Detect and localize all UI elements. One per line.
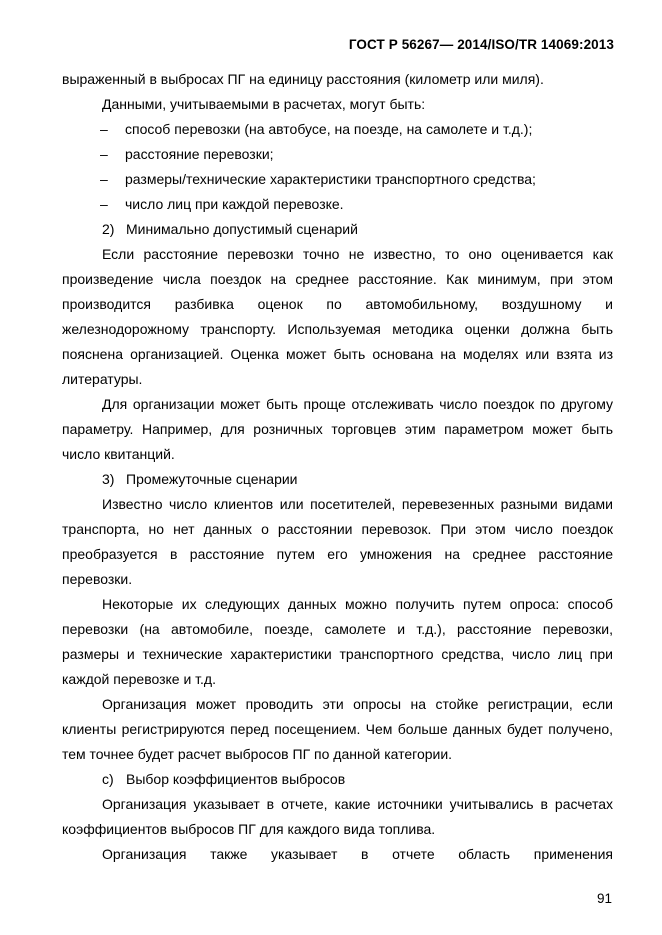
document-header: ГОСТ Р 56267— 2014/ISO/TR 14069:2013: [348, 37, 614, 52]
paragraph: Для организации может быть проще отслеживать число поездок по другому параметру. Например, для розничных торговцев этим параметром может быть число квитанций.: [62, 396, 613, 462]
list-item: [62, 167, 613, 192]
list-item-text: число лиц при каждой перевозке.: [125, 196, 344, 212]
paragraph: Данными, учитываемыми в расчетах, могут быть:: [102, 96, 426, 112]
section-number: c): [102, 771, 114, 787]
paragraph: Если расстояние перевозки точно не известно, то оно оценивается как произведение числа поездок на среднее расстояние. Как минимум, при этом производится разбивка оценок по автомобильному, воздушному и железнодорожному транспорту. Используемая методика оценки должна быть пояснена организацией. Оценка может быть основана на моделях или взята из литературы.: [62, 246, 613, 387]
paragraph: Организация также указывает в отчете область применения: [102, 846, 613, 862]
paragraph: Организация может проводить эти опросы на стойке регистрации, если клиенты регистрируются перед посещением. Чем больше данных будет получено, тем точнее будет расчет выбросов ПГ по данной категории.: [62, 696, 613, 762]
section-number: 3): [102, 471, 115, 487]
section-title: Минимально допустимый сценарий: [126, 221, 358, 237]
section-heading-2: [62, 217, 613, 242]
list-item-text: размеры/технические характеристики транспортного средства;: [125, 171, 536, 187]
list-dash: –: [100, 196, 108, 212]
list-item: [62, 117, 613, 142]
list-dash: –: [100, 171, 108, 187]
list-item: [62, 192, 613, 217]
paragraph: Организация указывает в отчете, какие источники учитывались в расчетах коэффициентов выбросов ПГ для каждого вида топлива.: [62, 796, 613, 837]
section-heading-3: [62, 467, 613, 492]
section-title: Выбор коэффициентов выбросов: [126, 771, 346, 787]
section-title: Промежуточные сценарии: [126, 471, 298, 487]
list-dash: –: [100, 146, 108, 162]
section-number: 2): [102, 221, 115, 237]
page-body: [62, 67, 613, 867]
list-dash: –: [100, 121, 108, 137]
page-number: 91: [596, 891, 612, 906]
list-item: [62, 142, 613, 167]
section-heading-c: [62, 767, 613, 792]
list-item-text: способ перевозки (на автобусе, на поезде, на самолете и т.д.);: [125, 121, 533, 137]
paragraph: Известно число клиентов или посетителей, перевезенных разными видами транспорта, но нет данных о расстоянии перевозок. При этом число поездок преобразуется в расстояние путем его умножения на среднее расстояние перевозки.: [62, 496, 613, 587]
list-item-text: расстояние перевозки;: [125, 146, 274, 162]
paragraph: выраженный в выбросах ПГ на единицу расстояния (километр или миля).: [62, 71, 544, 87]
paragraph: Некоторые их следующих данных можно получить путем опроса: способ перевозки (на автомобиле, поезде, самолете и т.д.), расстояние перевозки, размеры и технические характеристики транспортного средства, число лиц при каждой перевозке и т.д.: [62, 596, 613, 687]
